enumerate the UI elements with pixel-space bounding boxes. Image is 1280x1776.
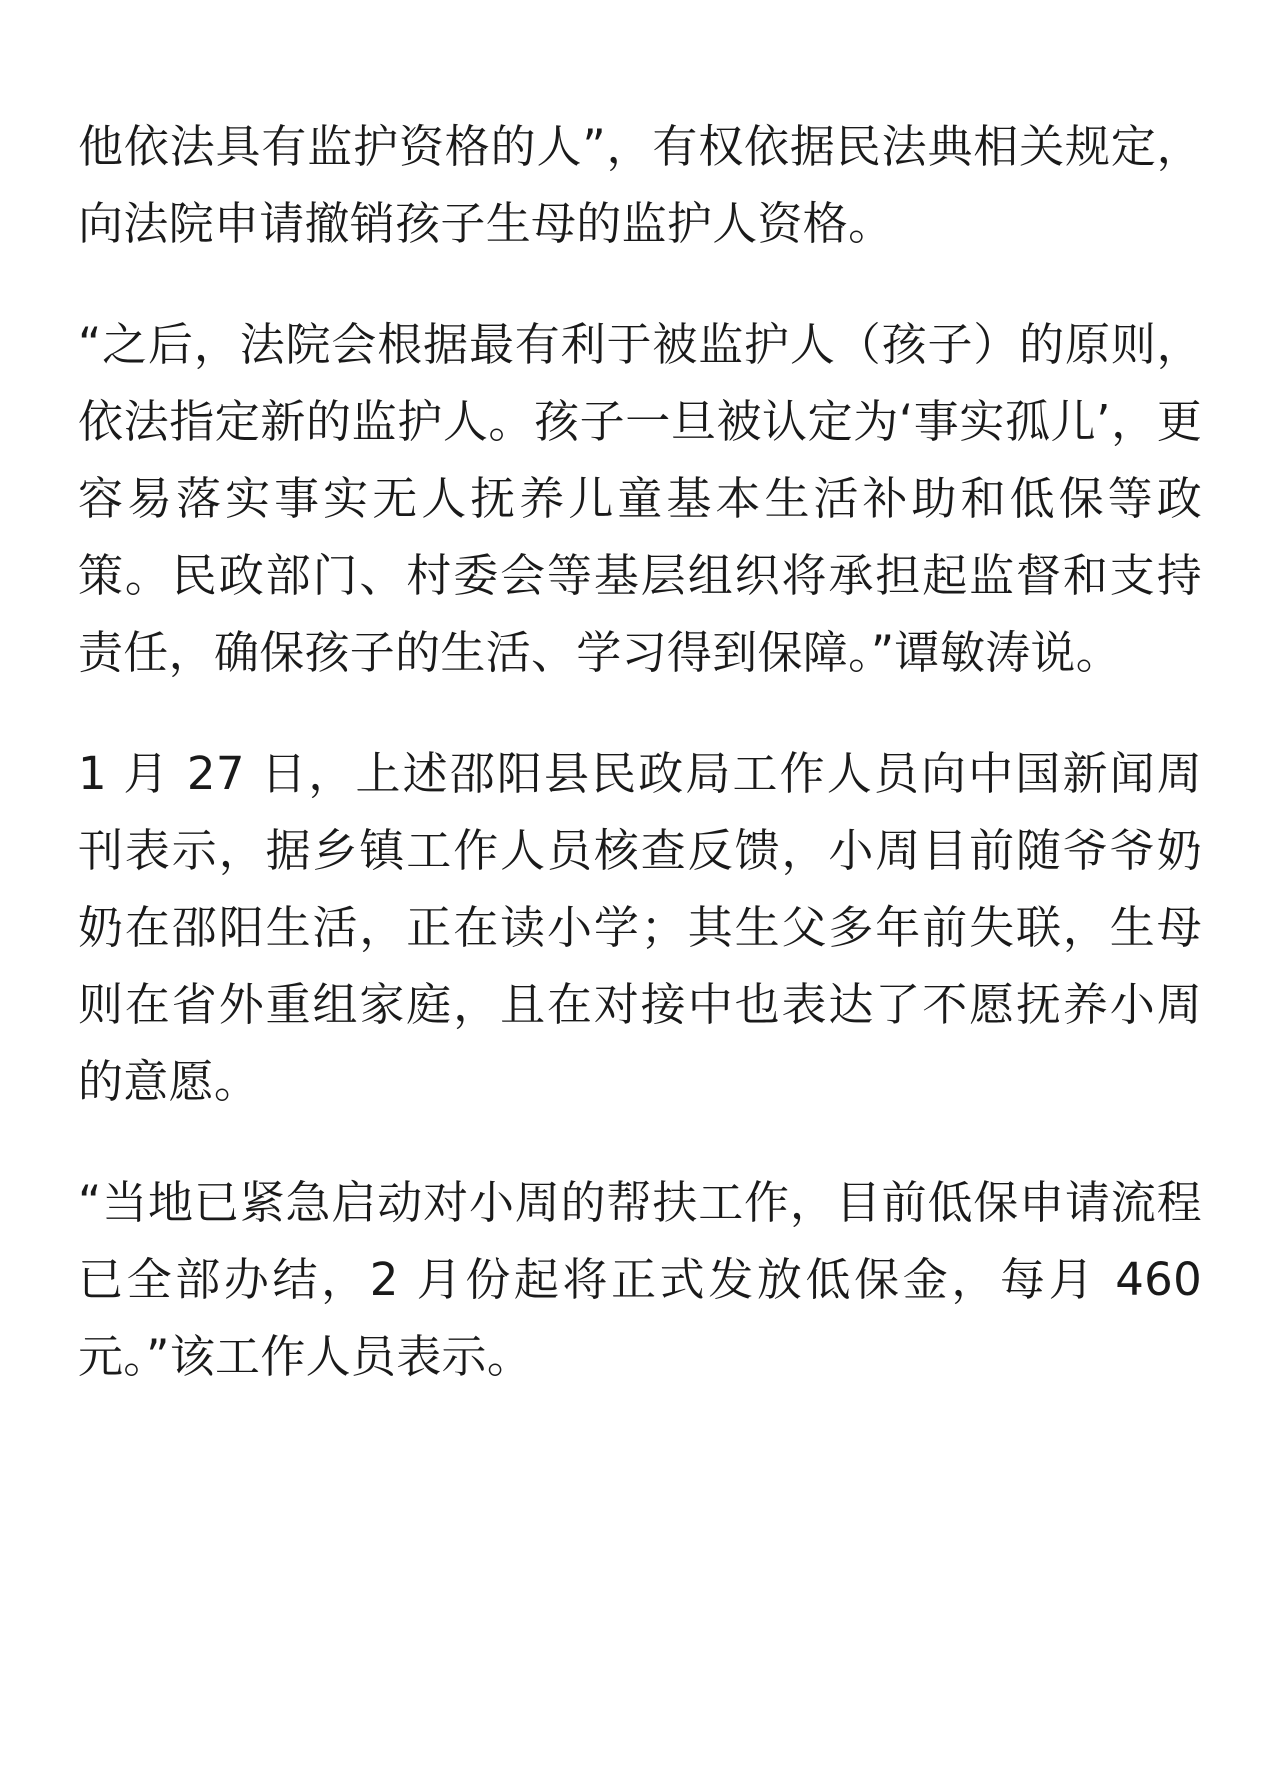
paragraph-2: “之后，法院会根据最有利于被监护人（孩子）的原则，依法指定新的监护人。孩子一旦被认定为‘事实孤儿’，更容易落实事实无人抚养儿童基本生活补助和低保等政策。民政部门、村委会等基层组织将承担起监督和支持责任，确保孩子的生活、学习得到保障。”谭敏涛说。 (78, 318, 1202, 679)
paragraph-1: 他依法具有监护资格的人”，有权依据民法典相关规定，向法院申请撤销孩子生母的监护人资格。 (78, 120, 1202, 250)
paragraph-4: “当地已紧急启动对小周的帮扶工作，目前低保申请流程已全部办结，2 月份起将正式发放低保金，每月 460 元。”该工作人员表示。 (78, 1176, 1202, 1383)
article-body (78, 108, 1202, 1395)
paragraph-3: 1 月 27 日，上述邵阳县民政局工作人员向中国新闻周刊表示，据乡镇工作人员核查反馈，小周目前随爷爷奶奶在邵阳生活，正在读小学；其生父多年前失联，生母则在省外重组家庭，且在对接中也表达了不愿抚养小周的意愿。 (78, 747, 1202, 1108)
